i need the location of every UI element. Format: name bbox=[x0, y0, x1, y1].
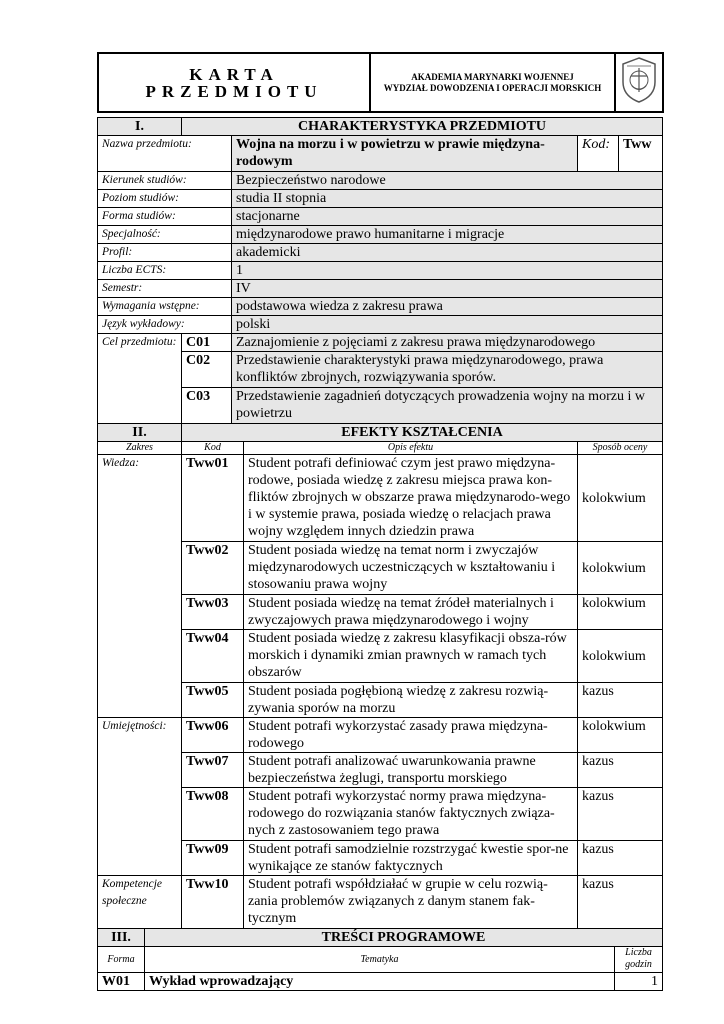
effect-evaluation: kolokwium bbox=[578, 630, 663, 683]
effect-code: Tww04 bbox=[182, 630, 244, 683]
course-code-value: Tww bbox=[619, 136, 663, 172]
col-header-form: Forma bbox=[98, 947, 145, 973]
effect-description: Student potrafi analizować uwarunkowania prawne bezpieczeństwa żeglugi, transportu morskiego bbox=[244, 753, 578, 788]
goal-text: Zaznajomienie z pojęciami z zakresu prawa międzynarodowego bbox=[232, 334, 663, 352]
effect-description: Student potrafi współdziałać w grupie w celu rozwią-zania problemów związanych z danym stanem fak-tycznym bbox=[244, 876, 578, 929]
effect-description: Student posiada wiedzę na temat źródeł materialnych i zwyczajowych prawa międzynarodowego i wojny bbox=[244, 595, 578, 630]
card-header bbox=[97, 52, 664, 113]
col-header-hours: Liczba godzin bbox=[615, 947, 663, 973]
field-value: studia II stopnia bbox=[232, 190, 663, 208]
course-name-value: Wojna na morzu i w powietrzu w prawie międzyna-rodowym bbox=[232, 136, 578, 172]
goal-text: Przedstawienie zagadnień dotyczących prowadzenia wojny na morzu i w powietrzu bbox=[232, 388, 663, 424]
col-header-scope: Zakres bbox=[98, 442, 182, 455]
field-label: Poziom studiów: bbox=[98, 190, 232, 208]
effect-description: Student potrafi definiować czym jest prawo międzyna-rodowe, posiada wiedzę z zakresu miejsca prawa kon-fliktów zbrojnych w obszarze prawa międzynarodo-wego i w systemie prawa, posiada wiedzę o relacjach prawa wojny względem innych dziedzin prawa bbox=[244, 455, 578, 542]
program-code: W01 bbox=[98, 973, 145, 991]
effect-description: Student potrafi wykorzystać normy prawa międzyna-rodowego do rozwiązania stanów faktycznych związa-nych z zastosowaniem tego prawa bbox=[244, 788, 578, 841]
field-label: Profil: bbox=[98, 244, 232, 262]
institution-line-1: AKADEMIA MARYNARKI WOJENNEJ bbox=[411, 71, 574, 82]
effect-code: Tww06 bbox=[182, 718, 244, 753]
group-skills: Umiejętności: bbox=[98, 718, 182, 876]
goal-code: C02 bbox=[182, 352, 232, 388]
field-label: Specjalność: bbox=[98, 226, 232, 244]
institution-line-2: WYDZIAŁ DOWODZENIA I OPERACJI MORSKICH bbox=[383, 82, 602, 93]
section-number: III. bbox=[98, 929, 145, 947]
section-program-content bbox=[97, 928, 663, 991]
effect-evaluation: kazus bbox=[578, 788, 663, 841]
effect-description: Student posiada wiedzę na temat norm i zwyczajów międzynarodowych uczestniczących w kształtowaniu i stosowaniu prawa wojny bbox=[244, 542, 578, 595]
effect-code: Tww10 bbox=[182, 876, 244, 929]
field-value: IV bbox=[232, 280, 663, 298]
section-title: TREŚCI PROGRAMOWE bbox=[145, 929, 663, 947]
effect-code: Tww03 bbox=[182, 595, 244, 630]
section-characteristics bbox=[97, 117, 663, 424]
col-header-evaluation: Sposób oceny bbox=[578, 442, 663, 455]
field-label: Liczba ECTS: bbox=[98, 262, 232, 280]
institution-name bbox=[370, 53, 615, 112]
section-title: CHARAKTERYSTYKA PRZEDMIOTU bbox=[182, 118, 663, 136]
effect-code: Tww02 bbox=[182, 542, 244, 595]
effect-description: Student potrafi samodzielnie rozstrzygać kwestie spor-ne wynikające ze stanów faktycznych bbox=[244, 841, 578, 876]
field-value: podstawowa wiedza z zakresu prawa bbox=[232, 298, 663, 316]
effect-evaluation: kolokwium bbox=[578, 718, 663, 753]
effect-code: Tww08 bbox=[182, 788, 244, 841]
effect-evaluation: kazus bbox=[578, 753, 663, 788]
section-number: I. bbox=[98, 118, 182, 136]
effect-description: Student potrafi wykorzystać zasady prawa międzyna-rodowego bbox=[244, 718, 578, 753]
col-header-description: Opis efektu bbox=[244, 442, 578, 455]
effect-evaluation: kazus bbox=[578, 841, 663, 876]
effect-evaluation: kazus bbox=[578, 683, 663, 718]
field-value: 1 bbox=[232, 262, 663, 280]
section-learning-outcomes bbox=[97, 423, 663, 929]
logo bbox=[615, 53, 663, 112]
field-value: akademicki bbox=[232, 244, 663, 262]
naval-academy-emblem-icon bbox=[619, 56, 659, 104]
course-card bbox=[97, 52, 662, 991]
field-label: Język wykładowy: bbox=[98, 316, 232, 334]
goal-code: C03 bbox=[182, 388, 232, 424]
effect-code: Tww09 bbox=[182, 841, 244, 876]
effect-code: Tww07 bbox=[182, 753, 244, 788]
field-value: międzynarodowe prawo humanitarne i migracje bbox=[232, 226, 663, 244]
goal-text: Przedstawienie charakterystyki prawa międzynarodowego, prawa konfliktów zbrojnych, rozwiązywania sporów. bbox=[232, 352, 663, 388]
field-label: Kierunek studiów: bbox=[98, 172, 232, 190]
program-hours: 1 bbox=[615, 973, 663, 991]
goal-code: C01 bbox=[182, 334, 232, 352]
effect-evaluation: kolokwium bbox=[578, 542, 663, 595]
field-value: stacjonarne bbox=[232, 208, 663, 226]
program-topic: Wykład wprowadzający bbox=[145, 973, 615, 991]
course-code-label: Kod: bbox=[578, 136, 619, 172]
field-value: polski bbox=[232, 316, 663, 334]
effect-description: Student posiada pogłębioną wiedzę z zakresu rozwią-zywania sporów na morzu bbox=[244, 683, 578, 718]
section-title: EFEKTY KSZTAŁCENIA bbox=[182, 424, 663, 442]
card-title: KARTA PRZEDMIOTU bbox=[98, 53, 370, 112]
goal-label: Cel przedmiotu: bbox=[98, 334, 182, 424]
course-name-label: Nazwa przedmiotu: bbox=[98, 136, 232, 172]
effect-evaluation: kolokwium bbox=[578, 455, 663, 542]
effect-description: Student posiada wiedzę z zakresu klasyfikacji obsza-rów morskich i dynamiki zmian prawnych w ramach tych obszarów bbox=[244, 630, 578, 683]
effect-evaluation: kazus bbox=[578, 876, 663, 929]
effect-evaluation: kolokwium bbox=[578, 595, 663, 630]
field-value: Bezpieczeństwo narodowe bbox=[232, 172, 663, 190]
effect-code: Tww01 bbox=[182, 455, 244, 542]
field-label: Forma studiów: bbox=[98, 208, 232, 226]
col-header-topic: Tematyka bbox=[145, 947, 615, 973]
field-label: Wymagania wstępne: bbox=[98, 298, 232, 316]
section-number: II. bbox=[98, 424, 182, 442]
group-social: Kompetencje społeczne bbox=[98, 876, 182, 929]
field-label: Semestr: bbox=[98, 280, 232, 298]
col-header-code: Kod bbox=[182, 442, 244, 455]
group-knowledge: Wiedza: bbox=[98, 455, 182, 718]
effect-code: Tww05 bbox=[182, 683, 244, 718]
